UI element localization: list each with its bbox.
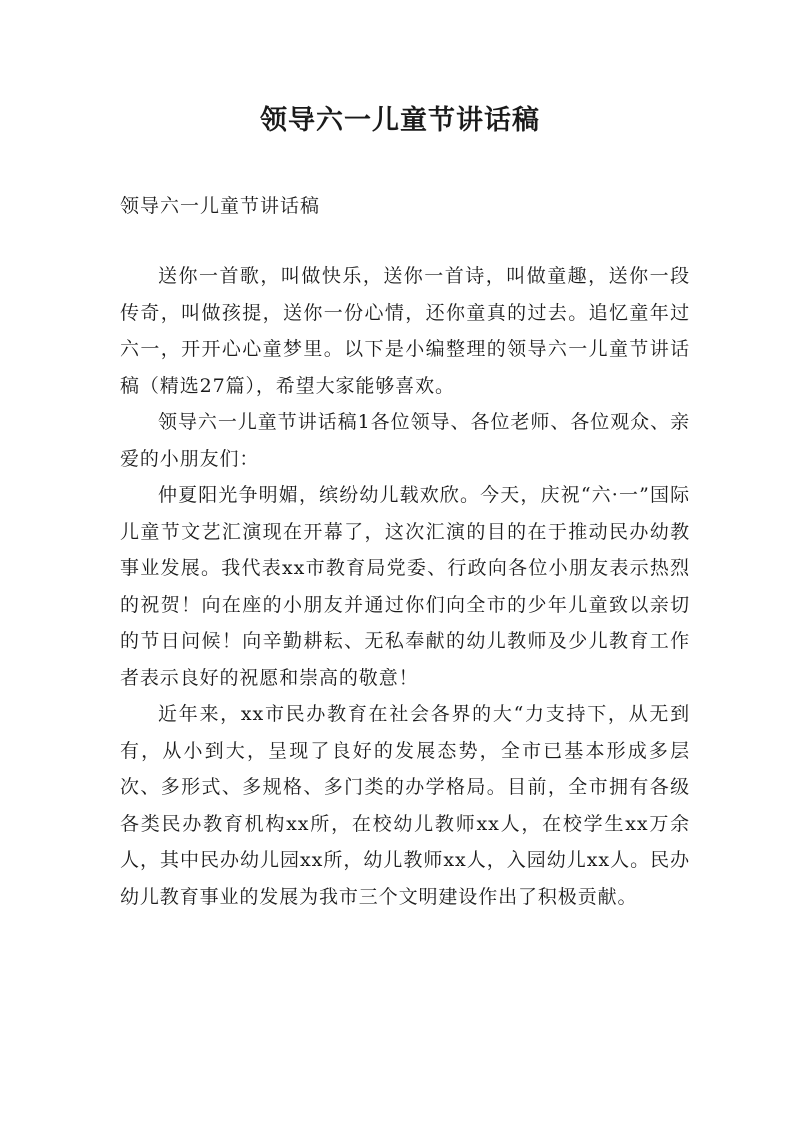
document-subtitle: 领导六一儿童节讲话稿: [120, 195, 321, 217]
paragraph-opening: 仲夏阳光争明媚，缤纷幼儿载欢欣。今天，庆祝“六·一”国际儿童节文艺汇演现在开幕了，这次汇演的目的在于推动民办幼教事业发展。我代表xx市教育局党委、行政向各位小朋友表示热烈的祝贺！向在座的小朋友并通过你们向全市的少年儿童致以亲切的节日问候！向辛勤耕耘、无私奉献的幼儿教师及少儿教育工作者表示良好的祝愿和崇高的敬意！: [120, 484, 690, 689]
paragraph-greeting: 领导六一儿童节讲话稿1各位领导、各位老师、各位观众、亲爱的小朋友们：: [120, 411, 690, 470]
paragraph-development: 近年来，xx市民办教育在社会各界的大“力支持下，从无到有，从小到大，呈现了良好的发展态势，全市已基本形成多层次、多形式、多规格、多门类的办学格局。目前，全市拥有各级各类民办教育机构xx所，在校幼儿教师xx人，在校学生xx万余人，其中民办幼儿园xx所，幼儿教师xx人，入园幼儿xx人。民办幼儿教育事业的发展为我市三个文明建设作出了积极贡献。: [120, 703, 690, 908]
document-body: [120, 258, 690, 915]
document-title: 领导六一儿童节讲话稿: [260, 105, 540, 136]
paragraph-intro: 送你一首歌，叫做快乐，送你一首诗，叫做童趣，送你一段传奇，叫做孩提，送你一份心情，还你童真的过去。追忆童年过六一，开开心心童梦里。以下是小编整理的领导六一儿童节讲话稿（精选27篇），希望大家能够喜欢。: [120, 265, 690, 397]
